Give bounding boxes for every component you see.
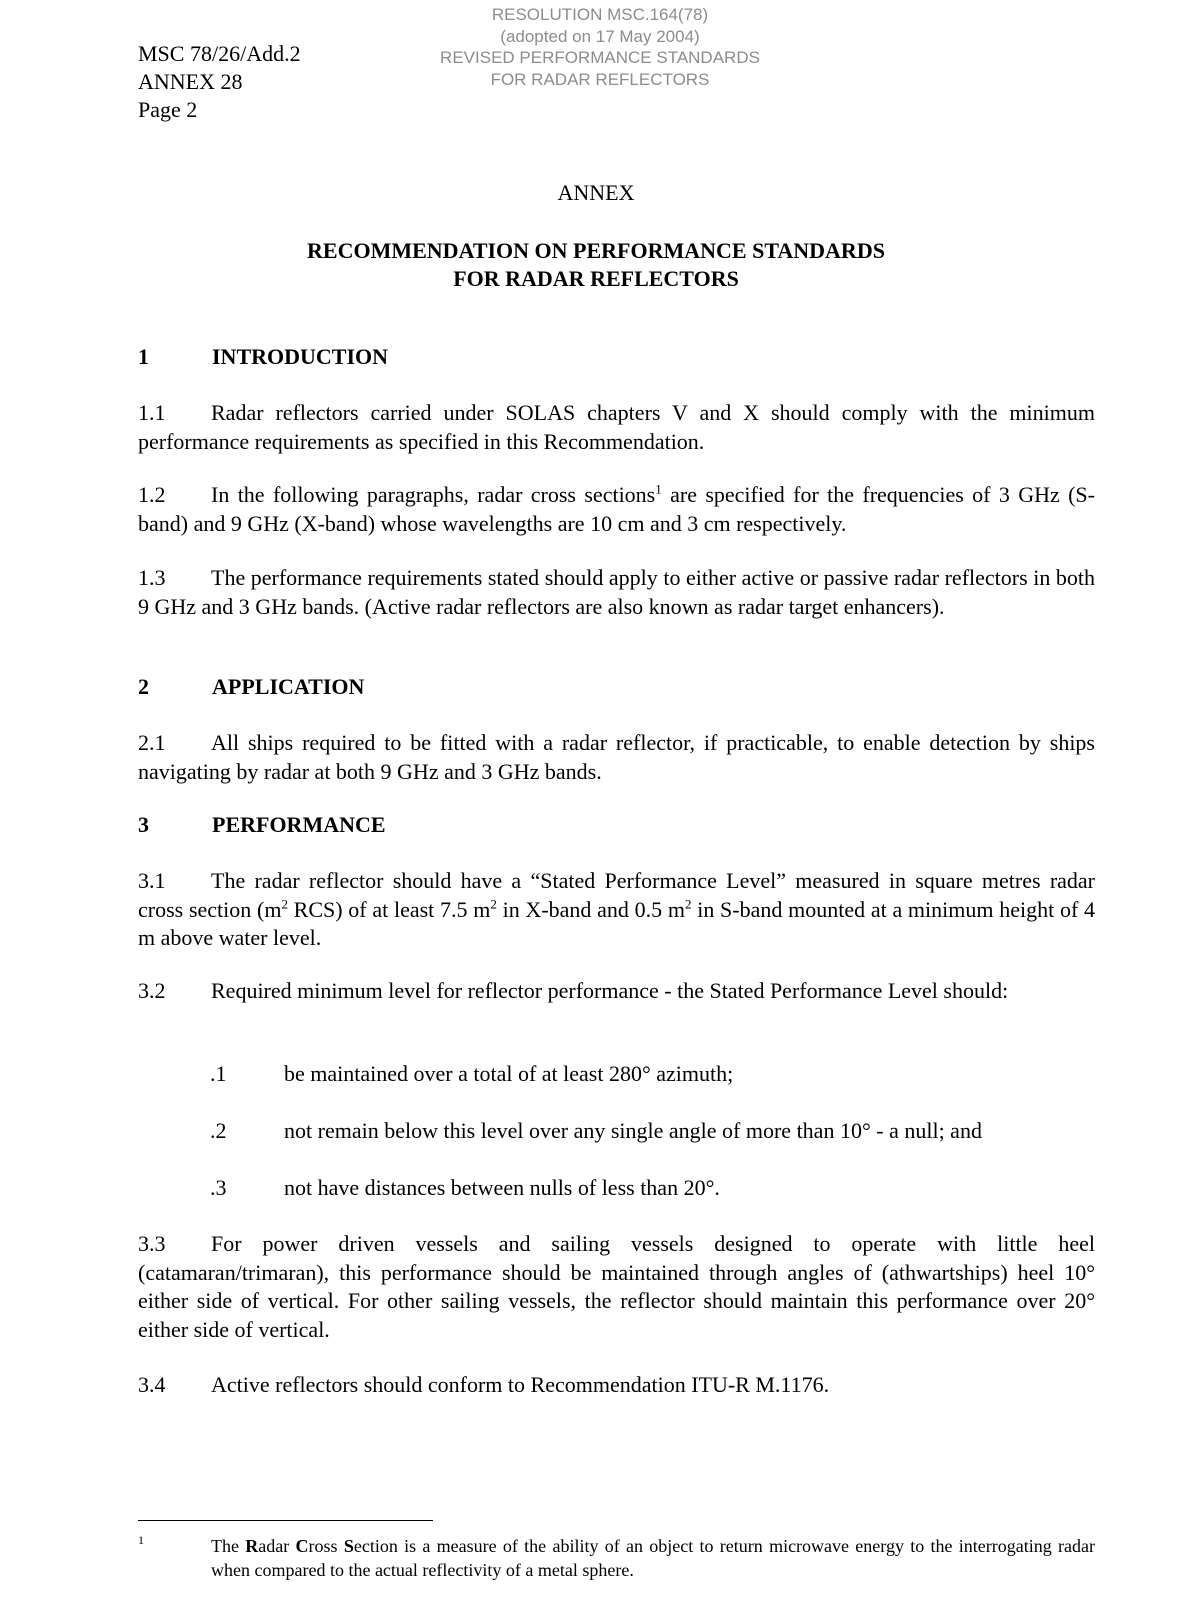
superscript-2: 2	[281, 896, 288, 912]
section-title: PERFORMANCE	[212, 812, 386, 837]
page-number: Page 2	[138, 97, 198, 122]
doc-reference: MSC 78/26/Add.2	[138, 41, 301, 66]
footnote-bold-letter: C	[295, 1536, 309, 1556]
footnote-text-part: The	[211, 1536, 246, 1556]
document-header	[138, 40, 301, 124]
paragraph-number: 1.2	[138, 482, 166, 507]
section-number: 3	[138, 812, 149, 837]
section-title: APPLICATION	[212, 674, 365, 699]
paragraph-number: 1.1	[138, 400, 166, 425]
footnote-text-part: ross	[308, 1536, 344, 1556]
list-item-number: .2	[210, 1118, 227, 1143]
footnote-text-part: ection is a measure of the ability of an object to return microwave energy to the interrogating radar when compared to the actual reflectivity of a metal sphere.	[211, 1536, 1096, 1580]
paragraph-text: For power driven vessels and sailing vessels designed to operate with little heel (catamaran/trimaran), this performance should be maintained through angles of (athwartships) heel 10° either side of vertical. For other sailing vessels, the reflector should maintain this performance over 20° either side of vertical.	[138, 1231, 1095, 1342]
section-heading-performance	[138, 812, 386, 838]
paragraph-3-4	[138, 1371, 1095, 1400]
footnote-divider	[138, 1520, 433, 1521]
paragraph-number: 3.4	[138, 1372, 166, 1397]
paragraph-1-2	[138, 481, 1095, 538]
paragraph-text: Radar reflectors carried under SOLAS chapters V and X should comply with the minimum performance requirements as specified in this Recommendation.	[138, 400, 1095, 454]
paragraph-text: In the following paragraphs, radar cross sections	[211, 482, 656, 507]
paragraph-3-1	[138, 867, 1095, 953]
page-title	[0, 237, 1192, 293]
paragraph-number: 1.3	[138, 565, 166, 590]
paragraph-text-continued: RCS) of at least 7.5 m	[287, 896, 491, 922]
list-item-text: be maintained over a total of at least 280° azimuth;	[284, 1061, 734, 1086]
watermark-line-1: RESOLUTION MSC.164(78)	[491, 5, 709, 24]
paragraph-1-3	[138, 564, 1095, 621]
list-item-number: .3	[210, 1175, 227, 1200]
list-item-number: .1	[210, 1061, 227, 1086]
paragraph-number: 3.3	[138, 1231, 166, 1256]
paragraph-text: Required minimum level for reflector performance - the Stated Performance Level should:	[211, 978, 1009, 1003]
paragraph-number: 2.1	[138, 730, 166, 755]
footnote-mark: 1	[138, 1533, 144, 1547]
superscript-2: 2	[684, 896, 692, 912]
list-item-text: not have distances between nulls of less than 20°.	[284, 1175, 720, 1200]
paragraph-text: The radar reflector should have a “Stated Performance Level” measured in square metres radar cross section (m	[138, 868, 1095, 922]
paragraph-2-1	[138, 729, 1095, 786]
annex-label: ANNEX	[557, 180, 635, 205]
footnote-text	[211, 1534, 1095, 1582]
watermark-line-2: (adopted on 17 May 2004)	[500, 26, 700, 46]
paragraph-text-continued: are specified for the frequencies of 3 GHz (S-band) and 9 GHz (X-band) whose wavelengths are 10 cm and 3 cm respectively.	[138, 482, 1095, 536]
paragraph-number: 3.1	[138, 868, 166, 893]
section-heading-introduction	[138, 344, 388, 370]
section-number: 1	[138, 344, 149, 369]
section-number: 2	[138, 674, 149, 699]
footnote-text-part: adar	[258, 1536, 296, 1556]
paragraph-text-continued: in S-band mounted at a minimum height of 4 m above water level.	[138, 896, 1096, 950]
watermark-line-3: REVISED PERFORMANCE STANDARDS	[440, 48, 760, 67]
paragraph-3-2	[138, 977, 1095, 1006]
section-title: INTRODUCTION	[212, 344, 389, 369]
paragraph-text-continued: in X-band and 0.5 m	[496, 896, 685, 922]
paragraph-text: All ships required to be fitted with a radar reflector, if practicable, to enable detection by ships navigating by radar at both 9 GHz and 3 GHz bands.	[138, 730, 1095, 784]
list-item	[210, 1118, 982, 1144]
paragraph-text: Active reflectors should conform to Recommendation ITU-R M.1176.	[211, 1372, 830, 1397]
list-item	[210, 1061, 733, 1087]
paragraph-number: 3.2	[138, 978, 166, 1003]
paragraph-text: The performance requirements stated should apply to either active or passive radar reflectors in both 9 GHz and 3 GHz bands. (Active radar reflectors are also known as radar target enhancers).	[138, 565, 1095, 619]
annex-reference: ANNEX 28	[138, 69, 243, 94]
title-line-1: RECOMMENDATION ON PERFORMANCE STANDARDS	[307, 238, 885, 263]
section-heading-application	[138, 674, 364, 700]
list-item	[210, 1175, 720, 1201]
footnote-bold-letter: S	[343, 1536, 354, 1556]
title-line-2: FOR RADAR REFLECTORS	[453, 266, 739, 291]
watermark-line-4: FOR RADAR REFLECTORS	[490, 69, 710, 89]
footnote-bold-letter: R	[245, 1536, 259, 1556]
list-item-text: not remain below this level over any single angle of more than 10° - a null; and	[284, 1118, 982, 1143]
resolution-watermark	[380, 4, 820, 90]
footnote-reference: 1	[655, 481, 662, 497]
paragraph-1-1	[138, 399, 1095, 456]
superscript-2: 2	[490, 896, 497, 912]
paragraph-3-3	[138, 1230, 1095, 1344]
